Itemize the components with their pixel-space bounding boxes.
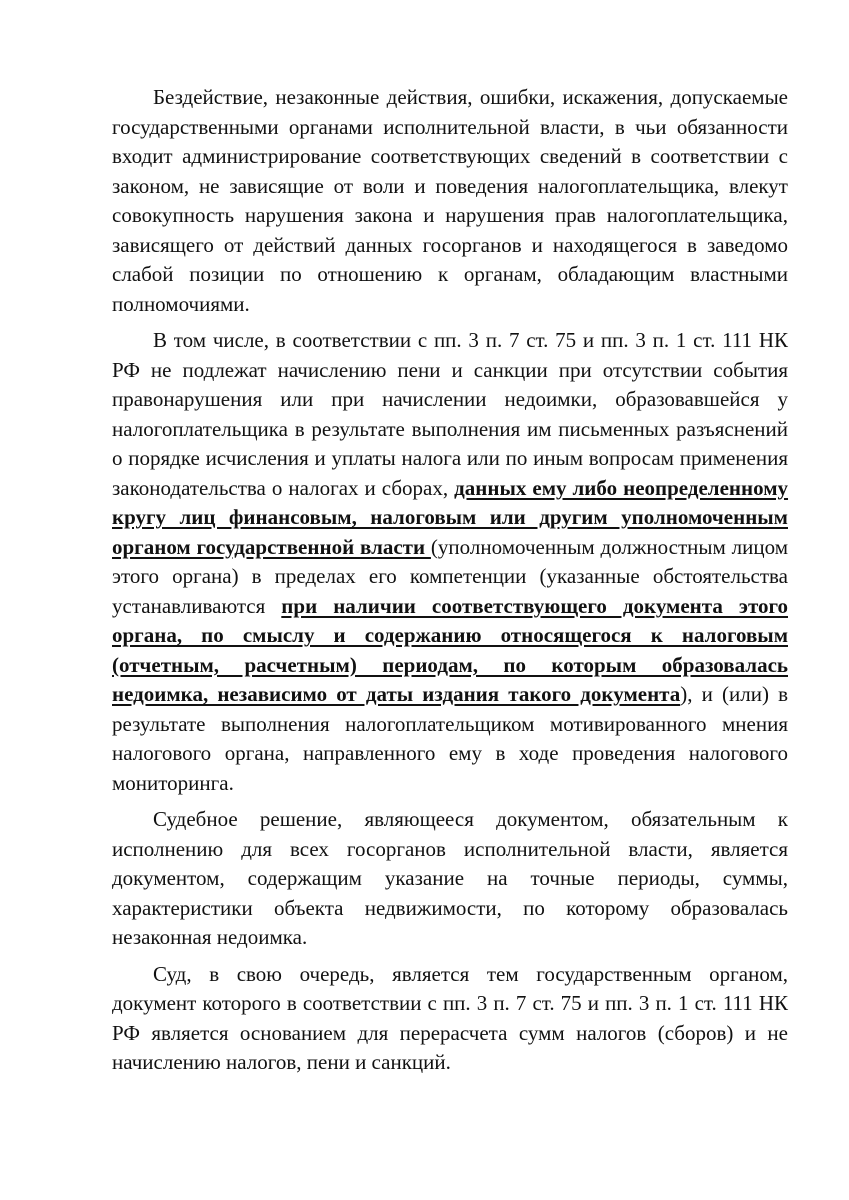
- paragraph-4-text: Суд, в свою очередь, является тем государственным органом, документ которого в соответствии с пп. 3 п. 7 ст. 75 и пп. 3 п. 1 ст. 111 НК РФ является основанием для перерасчета сумм налогов (сборов) и не начислению налогов, пени и санкций.: [112, 961, 788, 1074]
- paragraph-3-text: Судебное решение, являющееся документом, обязательным к исполнению для всех госорганов исполнительной власти, является документом, содержащим указание на точные периоды, суммы, характеристики объекта недвижимости, по которому образовалась незаконная недоимка.: [112, 807, 788, 949]
- paragraph-2-text-2: (уполномоченным должностным лицом этого органа) в пределах его компетенции (указанные обстоятельства устанавливаются: [112, 534, 788, 618]
- paragraph-1-text: Бездействие, незаконные действия, ошибки, искажения, допускаемые государственными органами исполнительной власти, в чьи обязанности входит администрирование соответствующих сведений в соответствии с законом, не зависящие от воли и поведения налогоплательщика, влекут совокупность нарушения закона и нарушения прав налогоплательщика, зависящего от действий данных госорганов и находящегося в заведомо слабой позиции по отношению к органам, обладающим властными полномочиями.: [112, 85, 788, 316]
- paragraph-4: [112, 960, 788, 1078]
- paragraph-2-text-3: ), и (или) в результате выполнения налогоплательщиком мотивированного мнения налогового органа, направленного ему в ходе проведения налогового мониторинга.: [112, 682, 788, 795]
- document-page: [112, 83, 788, 1078]
- paragraph-2: [112, 326, 788, 798]
- paragraph-3: [112, 805, 788, 953]
- paragraph-1: [112, 83, 788, 319]
- paragraph-2-text-1: В том числе, в соответствии с пп. 3 п. 7 ст. 75 и пп. 3 п. 1 ст. 111 НК РФ не подлежат начислению пени и санкции при отсутствии события правонарушения или при начислении недоимки, образовавшейся у налогоплательщика в результате выполнения им письменных разъяснений о порядке исчисления и уплаты налога или по иным вопросам применения законодательства о налогах и сборах,: [112, 328, 788, 500]
- paragraph-2-emphasis-1: данных ему либо неопределенному кругу лиц финансовым, налоговым или другим уполномоченным органом государственной власти: [112, 475, 789, 559]
- paragraph-2-emphasis-2: при наличии соответствующего документа этого органа, по смыслу и содержанию относящегося к налоговым (отчетным, расчетным) периодам, по которым образовалась недоимка, независимо от даты издания такого документа: [112, 593, 788, 706]
